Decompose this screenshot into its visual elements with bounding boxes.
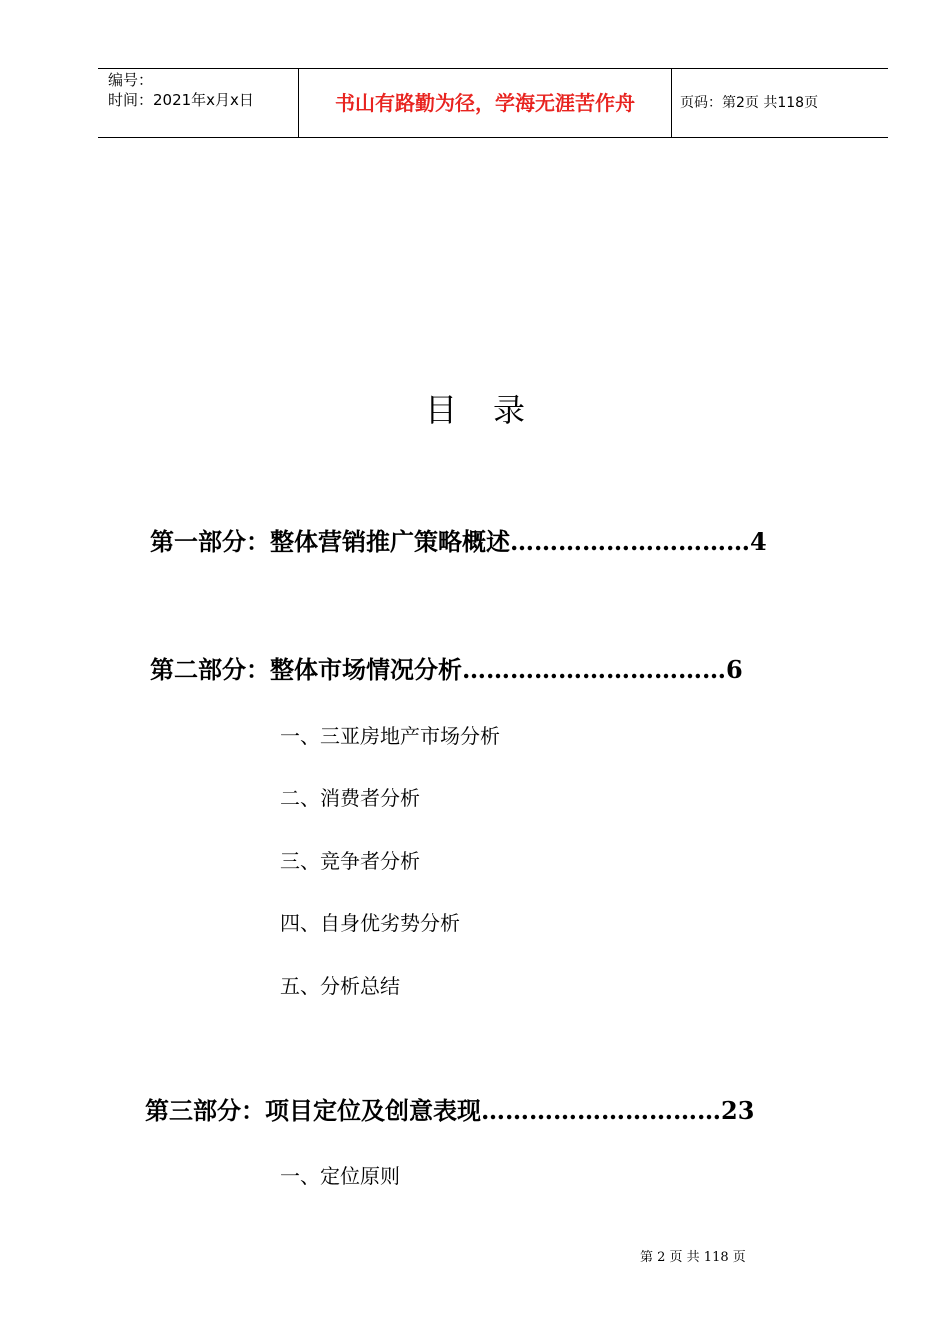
toc-part-2: 第二部分：整体市场情况分析……………………………6 [150,655,743,684]
header-page-info: 页码：第2页 共118页 [680,95,819,111]
toc-part-2-item: 一、三亚房地产市场分析 [280,724,500,748]
toc-part-3: 第三部分：项目定位及创意表现…………………………23 [145,1096,755,1125]
document-time-label: 时间：2021年x月x日 [108,91,254,109]
header-meta [98,69,299,137]
header-motto: 书山有路勤为径，学海无涯苦作舟 [299,69,672,137]
document-number-label: 编号： [108,71,154,89]
page-header [98,68,888,138]
toc-part-2-item: 二、消费者分析 [280,786,420,810]
page-footer: 第 2 页 共 118 页 [640,1250,746,1265]
toc-part-2-item: 四、自身优劣势分析 [280,911,460,935]
toc-part-2-item: 五、分析总结 [280,974,400,998]
toc-part-1: 第一部分：整体营销推广策略概述…………………………4 [150,527,767,556]
toc-part-2-item: 三、竞争者分析 [280,849,420,873]
toc-part-3-item: 一、定位原则 [280,1164,400,1188]
toc-title: 目录 [424,391,561,429]
